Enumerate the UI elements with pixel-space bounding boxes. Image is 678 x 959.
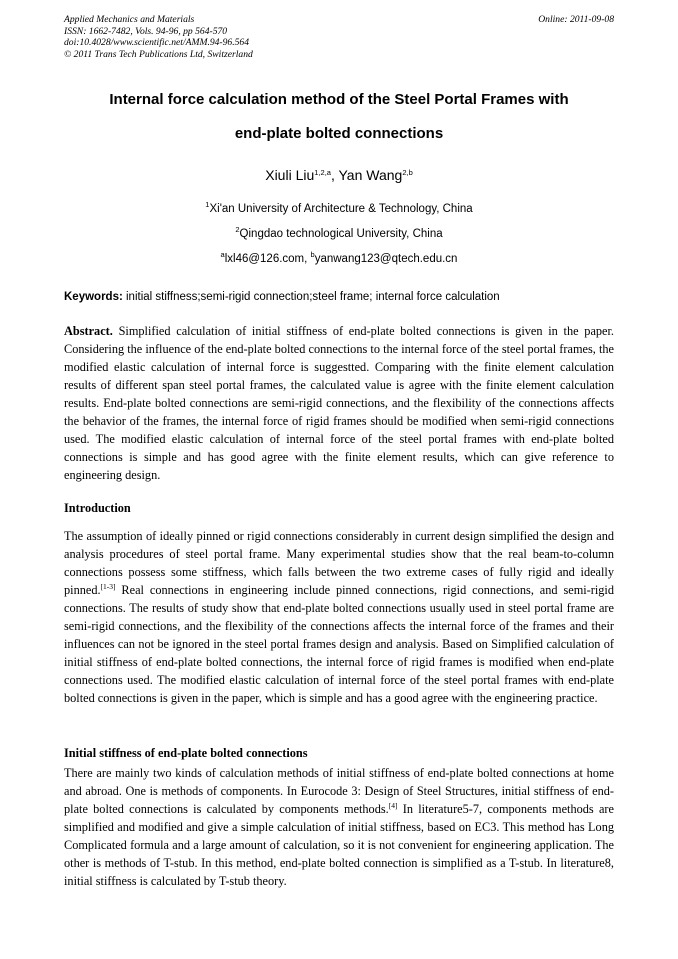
paragraph-text: In literature5-7, components methods are simplified and modified and give a simple calculation of initial stiffness, based on EC3. This method has Long Complicated formula and a large amount of calculation, so it is not convenient for engineering application. The other is methods of T-stub. In this method, end-plate bolted connection is simplified as a T-stub. In literature8, initial stiffness is calculated by T-stub theory. bbox=[64, 802, 614, 888]
citation-ref: [1-3] bbox=[100, 582, 116, 591]
section-heading-initial-stiffness: Initial stiffness of end-plate bolted connections bbox=[64, 746, 308, 760]
abstract bbox=[64, 322, 614, 484]
email-address: lxl46@126.com, bbox=[224, 253, 311, 265]
email-address: yanwang123@qtech.edu.cn bbox=[314, 253, 458, 265]
initial-stiffness-paragraph bbox=[64, 764, 614, 890]
keywords-label: Keywords: bbox=[64, 291, 123, 303]
affiliation-text: Qingdao technological University, China bbox=[239, 228, 443, 240]
keywords-text: initial stiffness;semi-rigid connection;steel frame; internal force calculation bbox=[122, 291, 500, 303]
online-date: Online: 2011-09-08 bbox=[538, 14, 614, 25]
section-heading-introduction: Introduction bbox=[64, 501, 131, 515]
affiliation-1 bbox=[64, 200, 614, 215]
author-list bbox=[64, 167, 614, 183]
email-marker: b bbox=[310, 250, 315, 259]
affiliation-2 bbox=[64, 225, 614, 240]
author-separator: , bbox=[330, 167, 339, 183]
email-line bbox=[64, 250, 614, 265]
abstract-text: Simplified calculation of initial stiffness of end-plate bolted connections is given in the paper. Considering the influence of the end-plate bolted connections to the internal force of the steel portal frames, the modified elastic calculation of internal force is suggestted. Comparing with the finite element calculation results of different span steel portal frames, the calculated value is agree with the finite element calculation results. End-plate bolted connections are semi-rigid connections, and the flexibility of the connections affects the behavior of the frames, the internal force of rigid frames should be modified when semi-rigid connections used. The modified elastic calculation of internal force of the steel portal frames with end-plate bolted connections is simple and has good agree with the finite element results, which can give reference to engineering design. bbox=[64, 324, 614, 482]
author-superscript: 2,b bbox=[402, 168, 413, 177]
paper-title-line-1: Internal force calculation method of the Steel Portal Frames with bbox=[109, 91, 569, 108]
keywords bbox=[64, 291, 616, 303]
paragraph-text: Real connections in engineering include pinned connections, rigid connections, and semi-rigid connections. The results of study show that end-plate bolted connections usually used in steel portal frame are semi-rigid connections, and the flexibility of the connections affects the internal force of the frames and their influences can not be ignored in the steel portal frames design and analysis. Based on Simplified calculation of initial stiffness of end-plate bolted connections, the internal force of rigid frames is modified when end-plate connections used. The modified elastic calculation of internal force of the steel portal frames with end-plate bolted connections is given in the paper, which is simple and has a good agree with the engineering practice. bbox=[64, 583, 614, 705]
running-header bbox=[64, 14, 253, 60]
paragraph-text: There are mainly two kinds of calculation methods of initial stiffness of end-plate bolted connections at home and abroad. One is methods of components. In Eurocode 3: Design of Steel Structures, initial stiffness of end-plate bolted connections is calculated by components methods. bbox=[64, 766, 614, 816]
introduction-paragraph bbox=[64, 527, 614, 707]
email-marker: a bbox=[220, 250, 225, 259]
paragraph-text: The assumption of ideally pinned or rigid connections considerably in current design simplified the design and analysis procedures of steel portal frame. Many experimental studies show that the real beam-to-column connections possess some stiffness, which falls between the two extreme cases of fully rigid and ideally pinned. bbox=[64, 529, 614, 597]
author-name: Yan Wang bbox=[338, 167, 403, 183]
journal-name: Applied Mechanics and Materials bbox=[64, 14, 195, 25]
affiliation-text: Xi'an University of Architecture & Technology, China bbox=[209, 203, 473, 215]
paper-title-line-2: end-plate bolted connections bbox=[234, 125, 444, 142]
author-superscript: 1,2,a bbox=[314, 168, 331, 177]
issn-line: ISSN: 1662-7482, Vols. 94-96, pp 564-570 bbox=[64, 25, 228, 37]
copyright-line: © 2011 Trans Tech Publications Ltd, Switzerland bbox=[64, 48, 253, 60]
doi-line: doi:10.4028/www.scientific.net/AMM.94-96.564 bbox=[64, 37, 250, 49]
author-name: Xiuli Liu bbox=[265, 167, 315, 183]
citation-ref: [4] bbox=[388, 801, 398, 810]
affiliation-marker: 1 bbox=[205, 200, 210, 209]
abstract-label: Abstract. bbox=[64, 324, 113, 338]
affiliation-marker: 2 bbox=[235, 225, 240, 234]
